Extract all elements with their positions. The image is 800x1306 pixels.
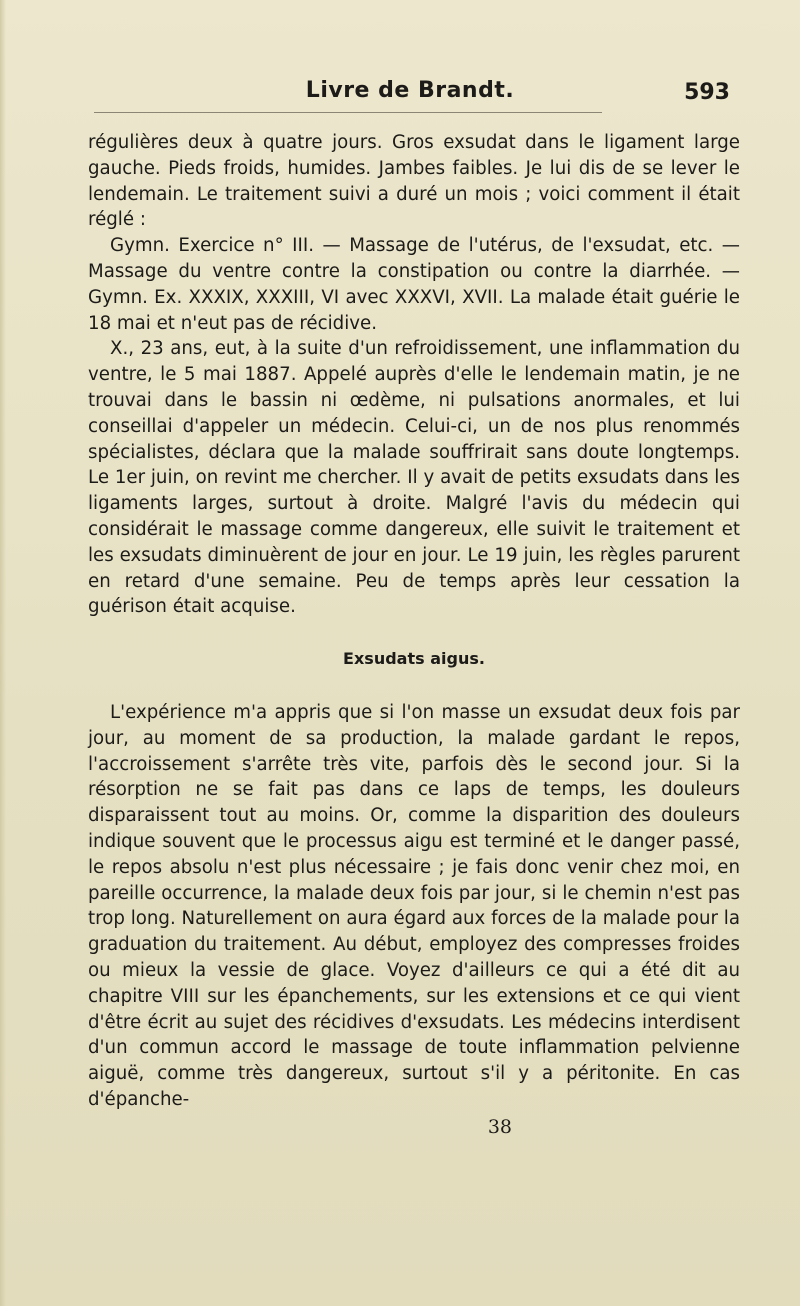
- running-head: [90, 76, 730, 116]
- page-number: 593: [684, 80, 730, 105]
- header-rule: [94, 112, 602, 113]
- body-text: [88, 130, 740, 1139]
- page-edge-shadow: [0, 0, 6, 1306]
- running-title: Livre de Brandt.: [305, 78, 515, 103]
- paragraph-treatment: Gymn. Exercice n° III. — Massage de l'utérus, de l'exsudat, etc. — Massage du ventre contre la constipation ou contre la diarrhée. — Gymn. Ex. XXXIX, XXXIII, VI avec XXXVI, XVII. La malade était guérie le 18 mai et n'eut pas de récidive.: [88, 235, 740, 334]
- paragraph-case: X., 23 ans, eut, à la suite d'un refroidissement, une inflammation du ventre, le 5 mai 1887. Appelé auprès d'elle le lendemain matin, je ne trouvai dans le bassin ni œdème, ni pulsations anormales, et lui conseillai d'appeler un médecin. Celui-ci, un de nos plus renommés spécialistes, déclara que la malade souffrirait sans doute longtemps. Le 1er juin, on revint me chercher. Il y avait de petits exsudats dans les ligaments larges, surtout à droite. Malgré l'avis du médecin qui considérait le massage comme dangereux, elle suivit le traitement et les exsudats diminuèrent de jour en jour. Le 19 juin, les règles parurent en retard d'une semaine. Peu de temps après leur cessation la guérison était acquise.: [88, 338, 740, 618]
- paragraph-continuation: régulières deux à quatre jours. Gros exsudat dans le ligament large gauche. Pieds froids, humides. Jambes faibles. Je lui dis de se lever le lendemain. Le traitement suivi a duré un mois ; voici comment il était réglé :: [88, 132, 740, 231]
- paragraph-section: L'expérience m'a appris que si l'on masse un exsudat deux fois par jour, au moment de sa production, la malade gardant le repos, l'accroissement s'arrête très vite, parfois dès le second jour. Si la résorption ne se fait pas dans ce laps de temps, les douleurs disparaissent tout au moins. Or, comme la disparition des douleurs indique souvent que le processus aigu est terminé et le danger passé, le repos absolu n'est plus nécessaire ; je fais donc venir chez moi, en pareille occurrence, la malade deux fois par jour, si le chemin n'est pas trop long. Naturellement on aura égard aux forces de la malade pour la graduation du traitement. Au début, employez des compresses froides ou mieux la vessie de glace. Voyez d'ailleurs ce qui a été dit au chapitre VIII sur les épanchements, sur les extensions et ce qui vient d'être écrit au sujet des récidives d'exsudats. Les médecins interdisent d'un commun accord le massage de toute inflammation pelvienne aiguë, comme très dangereux, surtout s'il y a péritonite. En cas d'épanche-: [88, 701, 740, 1110]
- signature-mark: 38: [487, 1115, 512, 1138]
- section-heading: Exsudats aigus.: [343, 649, 485, 669]
